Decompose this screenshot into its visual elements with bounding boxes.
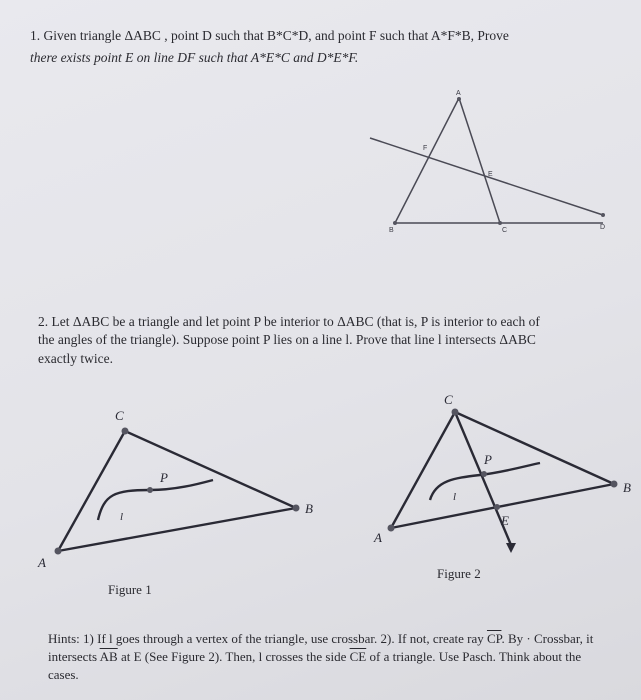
- fig2-label-b: B: [623, 480, 631, 495]
- label-c: C: [502, 227, 508, 234]
- fig2-label-c: C: [444, 392, 453, 407]
- fig2-side-ca: [391, 412, 455, 528]
- hints-part4: of a triangle. Use Pasch. Think about the cases.: [48, 649, 582, 682]
- hints-part3: at E (See Figure 2). Then, l crosses the side: [117, 649, 350, 664]
- fig2-ray-arrowhead: [506, 543, 516, 553]
- label-e: E: [488, 171, 493, 178]
- fig2-point-p: [481, 471, 487, 477]
- hints-seg-ab: $\overline{AB}$: [99, 649, 118, 664]
- fig2-label-p: P: [484, 452, 492, 467]
- fig1-label-c: C: [115, 408, 124, 423]
- fig2-label-l: l: [453, 491, 457, 503]
- problem1-line2: there exists point E on line DF such that A*E*C and D*E*F.: [30, 50, 359, 65]
- fig1-label-b: B: [305, 501, 313, 516]
- figure2-caption: Figure 2: [437, 566, 481, 581]
- problem2-line2: the angles of the triangle). Suppose point P lies on a line l. Prove that line l intersects ΔABC: [38, 332, 536, 347]
- label-b: B: [389, 227, 394, 234]
- fig1-label-l: l: [120, 511, 124, 523]
- hints-paragraph: [48, 630, 608, 684]
- fig2-label-e: E: [501, 513, 509, 528]
- fig2-point-c: [452, 409, 459, 416]
- hints-seg-ce: $\overline{CE}$: [349, 649, 367, 664]
- fig1-label-p: P: [160, 470, 168, 485]
- fig2-point-b: [611, 481, 618, 488]
- fig2-point-e: [494, 504, 500, 510]
- hints-part2: . By · Crossbar, it intersects: [48, 631, 594, 664]
- fig2-side-cb: [455, 412, 614, 484]
- fig2-label-a: A: [374, 530, 382, 545]
- problem1-line1: 1. Given triangle ΔABC , point D such that B*C*D, and point F such that A*F*B, Prove: [30, 28, 509, 43]
- fig1-label-a: A: [38, 555, 46, 570]
- hints-ray-cp: $\overline{CP}$: [486, 631, 502, 646]
- label-d: D: [600, 224, 606, 231]
- problem2-line3: exactly twice.: [38, 351, 113, 366]
- problem2-line1: 2. Let ΔABC be a triangle and let point P be interior to ΔABC (that is, P is interior to each of: [38, 314, 540, 329]
- hints-part1: Hints: 1) If l goes through a vertex of the triangle, use crossbar. 2). If not, create ray: [48, 631, 487, 646]
- figure1-caption: Figure 1: [108, 582, 152, 597]
- label-f: F: [423, 145, 428, 152]
- fig2-point-a: [388, 525, 395, 532]
- label-a: A: [456, 90, 461, 97]
